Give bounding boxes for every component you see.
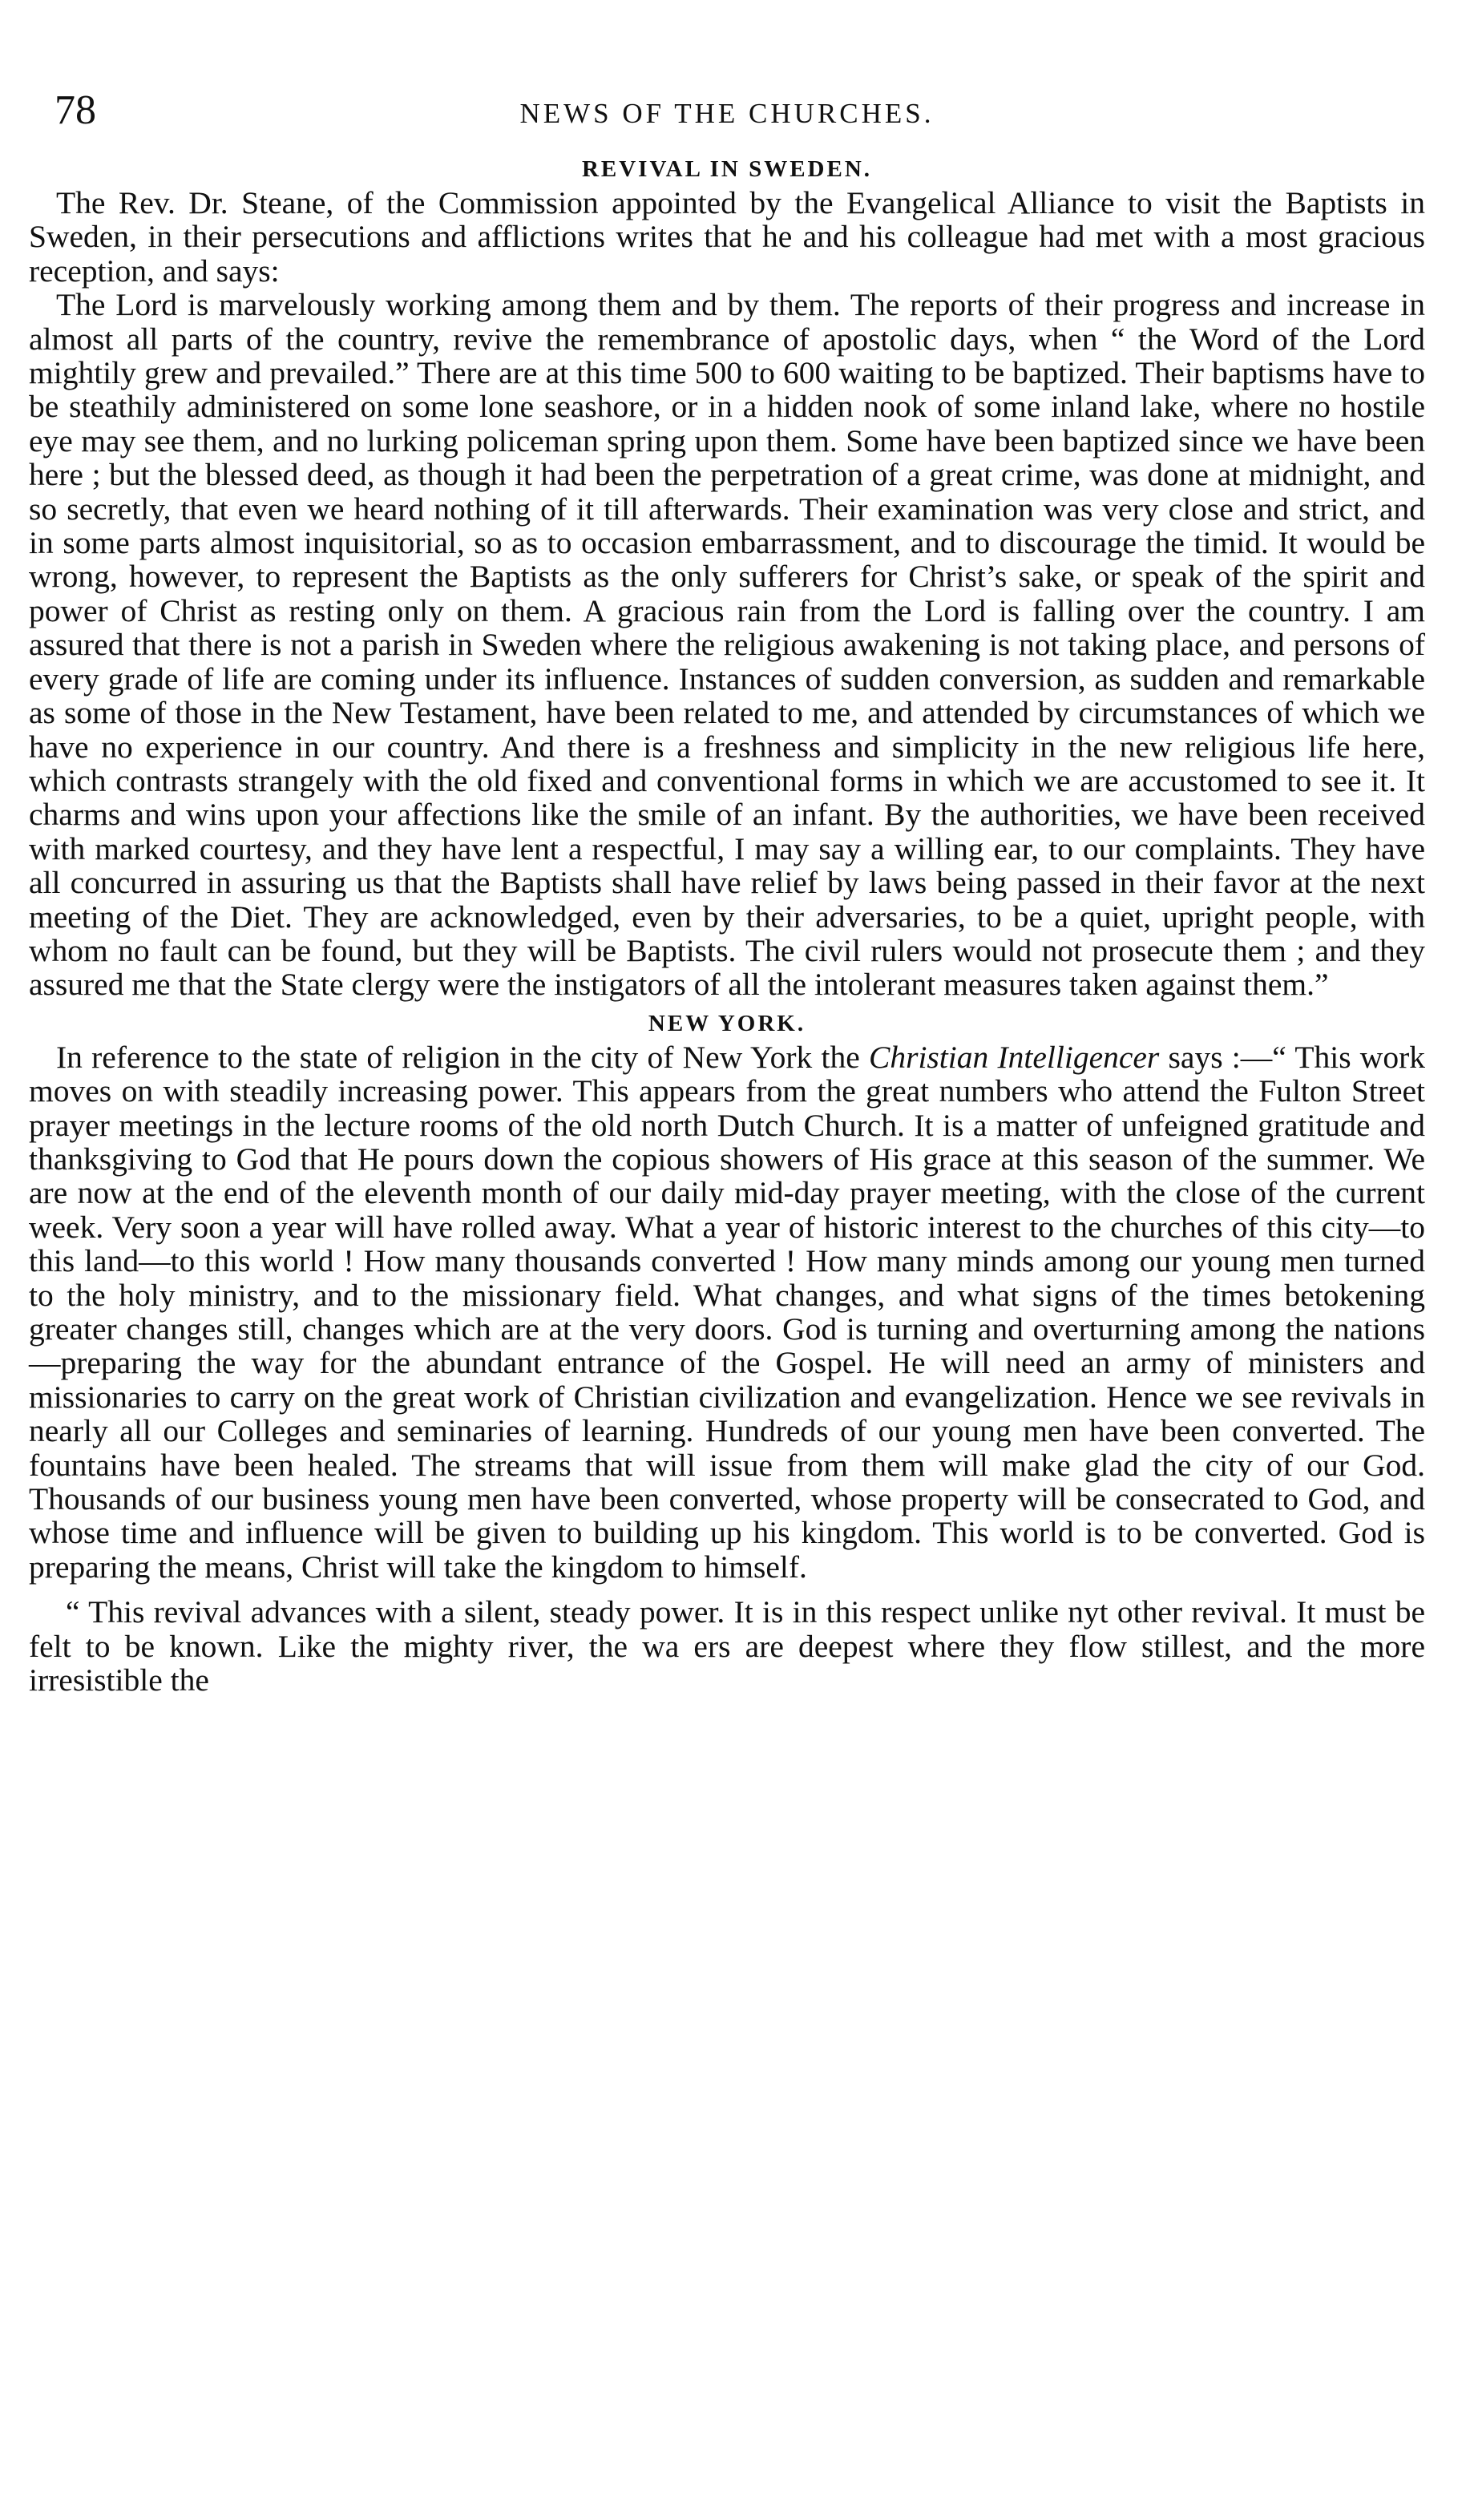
- section-heading-sweden: REVIVAL IN SWEDEN.: [581, 156, 873, 182]
- section-revival-in-sweden: [29, 152, 1425, 1002]
- new-york-paragraph: [29, 1040, 1425, 1585]
- new-york-body: says :—“ This work moves on with steadily increasing power. This appears from the great numbers who attend the Fulton Street prayer meetings in the lecture rooms of the old north Dutch Church. It is a matter of unfeigned gratitude and thanksgiving to God that He pours down the copious showers of His grace at this season of the summer. We are now at the end of the eleventh month of our daily mid-day prayer meeting, with the close of the current week. Very soon a year will have rolled away. What a year of historic interest to the churches of this city—to this land—to this world ! How many thousands converted ! How many minds among our young men turned to the holy ministry, and to the missionary field. What changes, and what signs of the times betokening greater changes still, changes which are at the very doors. God is turning and overturning among the nations—preparing the way for the abundant entrance of the Gospel. He will need an army of ministers and missionaries to carry on the great work of Christian civilization and evangelization. Hence we see revivals in nearly all our Colleges and seminaries of learning. Hundreds of our young men have been converted. The fountains have been healed. The streams that will issue from them will make glad the city of our God. Thousands of our business young men have been converted, whose property will be consecrated to God, and whose time and influence will be given to building up his kingdom. This world is to be converted. God is preparing the means, Christ will take the kingdom to himself.: [29, 1039, 1425, 1585]
- publication-title: Christian Intelligencer: [868, 1039, 1160, 1075]
- page-header: [29, 0, 1425, 152]
- new-york-continuation-paragraph: “ This revival advances with a silent, steady power. It is in this respect unlike nyt other revival. It must be felt to be known. Like the mighty river, the wa ers are deepest where they flow stillest, and the more irresistible the: [29, 1594, 1425, 1698]
- running-title: NEWS OF THE CHURCHES.: [519, 98, 935, 129]
- section-new-york: [29, 1007, 1425, 1698]
- sweden-quote-paragraph: The Lord is marvelously working among them and by them. The reports of their progress and increase in almost all parts of the country, revive the remembrance of apostolic days, when “ the Word of the Lord mightily grew and prevailed.” There are at this time 500 to 600 waiting to be baptized. Their baptisms have to be steathily administered on some lone seashore, or in a hidden nook of some inland lake, where no hostile eye may see them, and no lurking policeman spring upon them. Some have been baptized since we have been here ; but the blessed deed, as though it had been the perpetration of a great crime, was done at midnight, and so secretly, that even we heard nothing of it till afterwards. Their examination was very close and strict, and in some parts almost inquisitorial, so as to occasion embarrassment, and to discourage the timid. It would be wrong, however, to represent the Baptists as the only sufferers for Christ’s sake, or speak of the spirit and power of Christ as resting only on them. A gracious rain from the Lord is falling over the country. I am assured that there is not a parish in Sweden where the religious awakening is not taking place, and persons of every grade of life are coming under its influence. Instances of sudden conversion, as sudden and remarkable as some of those in the New Testament, have been related to me, and attended by circumstances of which we have no experience in our country. And there is a freshness and simplicity in the new religious life here, which contrasts strangely with the old fixed and conventional forms in which we are accustomed to see it. It charms and wins upon your affections like the smile of an infant. By the authorities, we have been received with marked courtesy, and they have lent a respectful, I may say a willing ear, to our complaints. They have all concurred in assuring us that the Baptists shall have relief by laws being passed in their favor at the next meeting of the Diet. They are acknowledged, even by their adversaries, to be a quiet, upright people, with whom no fault can be found, but they will be Baptists. The civil rulers would not prosecute them ; and they assured me that the State clergy were the instigators of all the intolerant measures taken against them.”: [29, 287, 1425, 1003]
- sweden-intro-paragraph: The Rev. Dr. Steane, of the Commission appointed by the Evangelical Alliance to visit the Baptists in Sweden, in their persecutions and afflictions writes that he and his colleague had met with a most gracious reception, and says:: [29, 185, 1425, 289]
- page-number: 78: [55, 87, 96, 133]
- new-york-lead: In reference to the state of religion in the city of New York the: [56, 1039, 869, 1075]
- page: [29, 0, 1425, 1697]
- section-heading-new-york: NEW YORK.: [648, 1010, 806, 1036]
